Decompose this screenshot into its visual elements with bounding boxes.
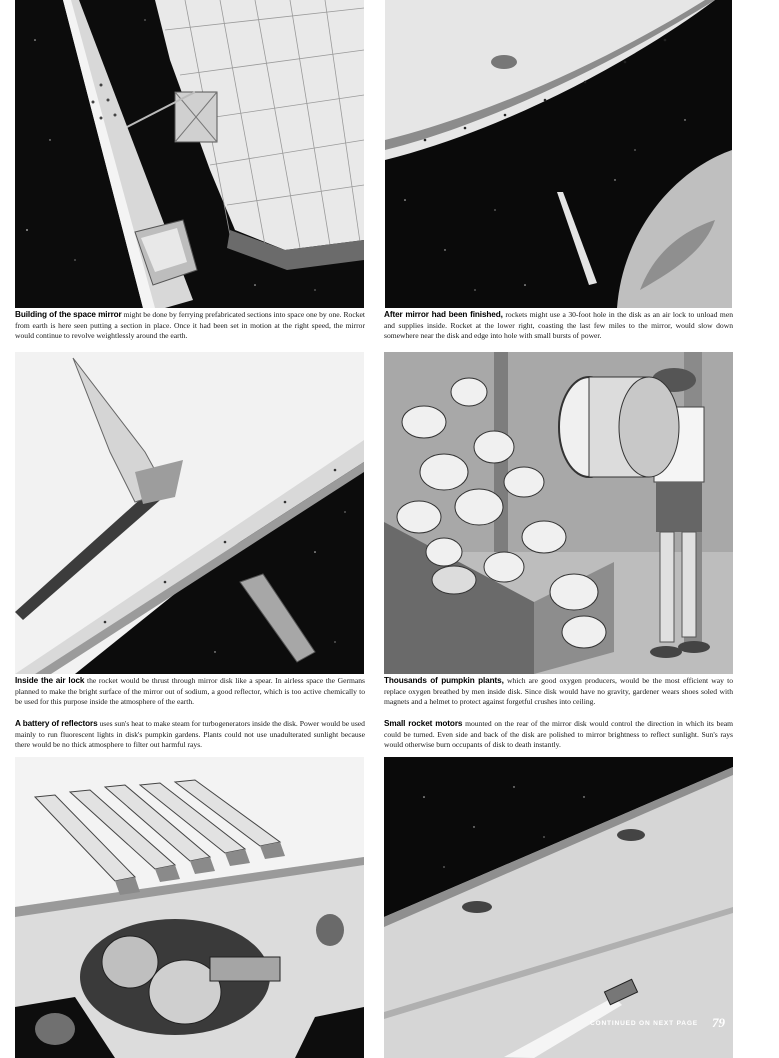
caption-space-mirror xyxy=(15,310,365,342)
caption-rocket-motors xyxy=(384,719,733,751)
caption-pumpkin-body: which are good oxygen producers, would be the most efficient way to replace oxygen breathed by men inside disk. Since disk would have no gravity, gardener wears shoes soled with magnets and a helmet to protect against forgetful crushes into ceiling. xyxy=(384,676,734,707)
caption-air-lock-lead: Inside the air lock xyxy=(15,676,85,685)
caption-pumpkin xyxy=(384,676,733,708)
illustration-pumpkin-garden xyxy=(384,352,733,674)
caption-reflectors-body: uses sun's heat to make steam for turbogenerators inside the disk. Power would be used mainly to run fluorescent lights in disk's pumpkin gardens. Plants could not use unadulterated sunlight because there would be no thick atmosphere to filter out harmful rays. xyxy=(15,719,365,750)
caption-space-mirror-lead: Building of the space mirror xyxy=(15,310,122,319)
caption-reflectors xyxy=(15,719,365,751)
caption-rocket-motors-body: mounted on the rear of the mirror disk would control the direction in which its beam could be turned. Even side and back of the disk are polished to mirror brightness to reflect sunlight. Sun's rays would otherwise burn occupants of disk to death instantly. xyxy=(384,719,734,750)
illustration-mirror-finished xyxy=(385,0,732,308)
illustration-space-mirror-construction xyxy=(15,0,364,308)
caption-mirror-finished-lead: After mirror had been finished, xyxy=(384,310,503,319)
caption-rocket-motors-lead: Small rocket motors xyxy=(384,719,463,728)
illustration-air-lock xyxy=(15,352,364,674)
illustration-rocket-motors xyxy=(384,757,733,1058)
caption-mirror-finished-body: rockets might use a 30-foot hole in the disk as an air lock to unload men and supplies inside. Rocket at the lower right, coasting the last few miles to the mirror, would slow down somewhere near the disk and edge into hole with small bursts of power. xyxy=(384,310,734,341)
caption-pumpkin-lead: Thousands of pumpkin plants, xyxy=(384,676,504,685)
caption-air-lock-body: the rocket would be thrust through mirror disk like a spear. In airless space the Germans planned to make the bright surface of the mirror out of sodium, a good reflector, which is too active chemically to be used for this purpose inside the atmosphere of the earth. xyxy=(15,676,365,707)
continued-on-next-page: CONTINUED ON NEXT PAGE xyxy=(590,1020,698,1027)
page-number: 79 xyxy=(712,1015,725,1030)
caption-space-mirror-body: might be done by ferrying prefabricated sections into space one by one. Rocket from earth is here seen putting a section in place. Once it had been set in motion at the right speed, the mirror would continue to revolve weightlessly around the earth. xyxy=(15,310,366,341)
illustration-reflector-battery xyxy=(15,757,364,1058)
caption-air-lock xyxy=(15,676,365,708)
caption-mirror-finished xyxy=(384,310,733,342)
caption-reflectors-lead: A battery of reflectors xyxy=(15,719,98,728)
